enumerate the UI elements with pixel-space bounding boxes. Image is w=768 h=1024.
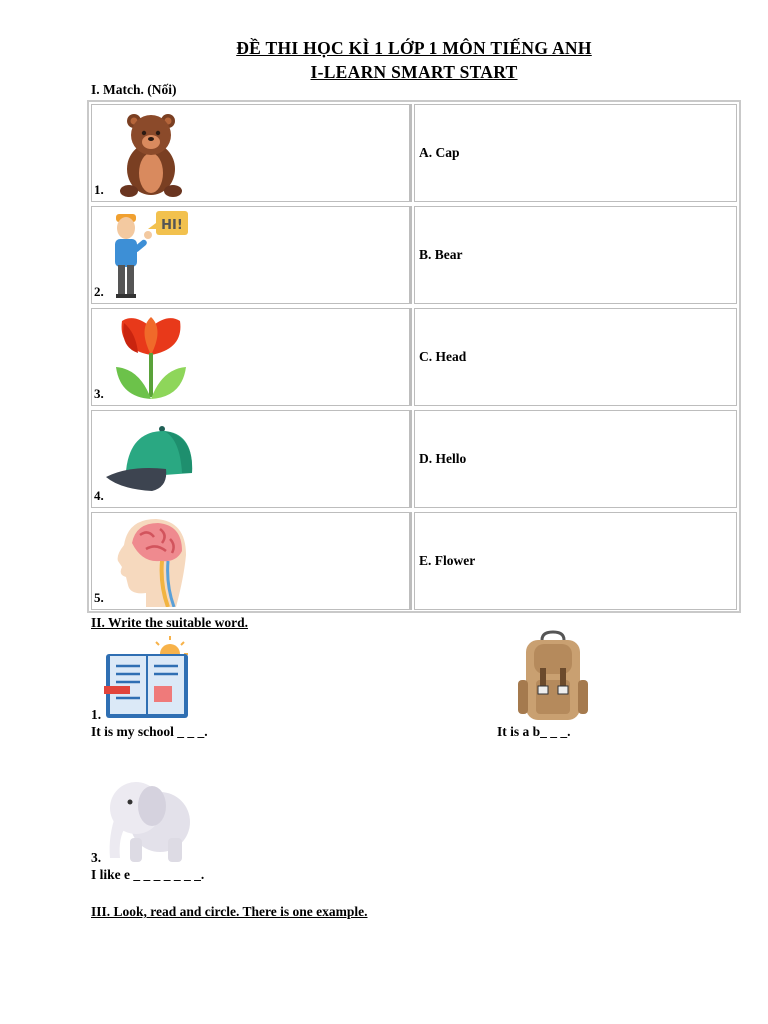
option-cell [414,104,737,202]
option-label: C. Head [419,349,467,364]
item-number: 2. [94,284,104,299]
section3-heading: III. Look, read and circle. There is one example. [91,904,368,919]
option-label: E. Flower [419,553,476,568]
backpack-icon [514,630,592,722]
option-label: B. Bear [419,247,463,262]
item-number: 4. [94,488,104,503]
sentence: It is a b_ _ _. [497,724,571,739]
option-label: D. Hello [419,451,467,466]
option-cell [414,410,737,508]
option-cell [414,512,737,610]
item-number: 5. [94,590,104,605]
option-cell [414,206,737,304]
table-row [91,308,737,406]
picture-cell [91,410,412,508]
bear-icon [116,109,186,199]
book-icon [104,630,192,720]
page-title-line1: ĐỀ THI HỌC KÌ 1 LỚP 1 MÔN TIẾNG ANH [236,38,592,58]
picture-cell [91,206,412,304]
boy-saying-hi-icon [108,209,198,301]
section1-heading: I. Match. (Nối) [91,82,177,97]
picture-cell [91,308,412,406]
option-cell [414,308,737,406]
picture-cell [91,104,412,202]
table-row [91,512,737,610]
page-title-line2: I-LEARN SMART START [310,62,518,82]
item-number: 3. [94,386,104,401]
table-row [91,410,737,508]
option-label: A. Cap [419,145,460,160]
table-row [91,206,737,304]
match-table [87,100,741,613]
table-row [91,104,737,202]
tulip-flower-icon [114,313,188,403]
head-brain-icon [110,515,192,607]
elephant-icon [104,776,194,864]
item-number: 1. [94,182,104,197]
sentence: It is my school _ _ _. [91,724,208,739]
item-number: 1. [91,707,102,722]
picture-cell [91,512,412,610]
cap-icon [106,425,196,495]
sentence: I like e _ _ _ _ _ _ _. [91,867,205,882]
section2-heading: II. Write the suitable word. [91,615,249,630]
item-number: 3. [91,850,102,865]
speech-text: HI! [161,218,183,233]
